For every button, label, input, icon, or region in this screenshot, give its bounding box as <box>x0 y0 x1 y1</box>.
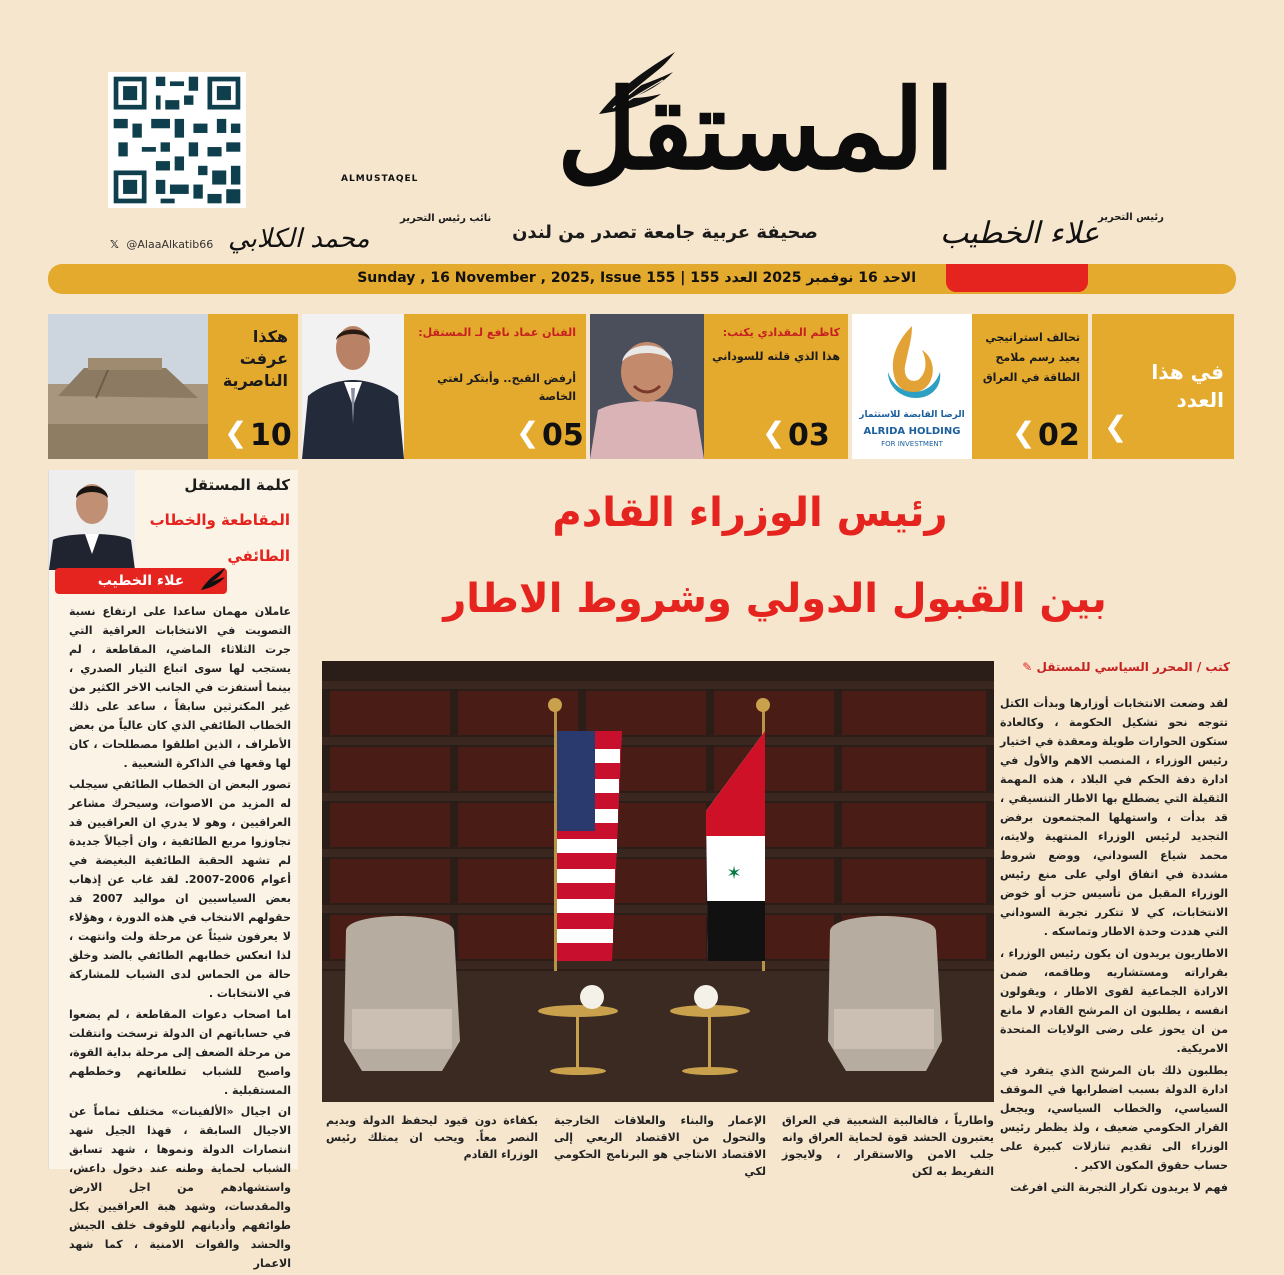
masthead-logo <box>325 48 955 198</box>
article-paragraph: فهم لا يريدون تكرار التجربة التي افرغت <box>1010 1181 1228 1194</box>
chevron-left-icon: ❮ <box>1012 416 1036 449</box>
chevron-left-icon: ❮ <box>516 416 540 449</box>
teaser-item-10[interactable] <box>48 314 298 459</box>
wing-icon: ✎ <box>1022 660 1033 674</box>
qr-code[interactable] <box>108 72 246 208</box>
teaser-page-number: 02 <box>1038 418 1080 453</box>
chevron-left-icon: ❮ <box>224 416 248 449</box>
tagline: صحيفة عربية جامعة تصدر من لندن <box>512 222 818 243</box>
editorial-column <box>48 470 298 1270</box>
alrida-logo-latin: ALRIDA HOLDING <box>863 426 961 437</box>
teaser-item-03[interactable] <box>590 314 848 459</box>
chief-editor-signature: علاء الخطيب <box>940 216 1100 251</box>
kadhim-miqdadi-portrait <box>590 314 704 459</box>
article-byline: كتب / المحرر السياسي للمستقل ✎ <box>1022 660 1230 674</box>
article-column: الإعمار والبناء والعلاقات الخارجية والتحول من الاقتصاد الريعي إلى الاقتصاد الانتاجي هو البرنامج الحكومي لكي <box>554 1114 766 1178</box>
logo-arabic: المستقل <box>557 65 955 194</box>
article-bottom-columns <box>322 1112 994 1178</box>
article-column: واطارياً ، فالغالبية الشعبية في العراق يعتبرون الحشد قوة لحماية العراق وانه جلب الامن والاستقرار ، ولايجوز التفريط به لكن <box>782 1114 994 1178</box>
teaser-title: تحالف استراتيجي يعيد رسم ملامح الطاقة في العراق <box>982 331 1080 384</box>
deputy-editor-role: نائب رئيس التحرير <box>400 213 492 224</box>
logo-latin: ALMUSTAQEL <box>341 174 419 184</box>
nasiriyah-ziggurat-photo <box>48 314 208 459</box>
article-column: بكفاءة دون قيود ليحفظ الدولة ويديم النصر معاً. ويحب ان يمتلك رئيس الوزراء القادم <box>326 1114 538 1161</box>
teaser-item-05[interactable] <box>302 314 586 459</box>
date-bar-red-accent <box>946 264 1088 292</box>
article-body-right <box>1000 694 1228 1200</box>
chevron-left-icon: ❮ <box>1104 410 1128 443</box>
x-twitter-icon: 𝕏 <box>110 238 119 251</box>
editorial-body <box>69 602 291 1275</box>
teaser-page-number: 03 <box>788 418 830 453</box>
teaser-kicker: كاظم المقدادي يكتب: <box>722 326 840 339</box>
alrida-logo-latin-sub: FOR INVESTMENT <box>881 440 943 448</box>
deputy-editor-signature: محمد الكلابي <box>228 224 370 254</box>
article-paragraph: لقد وضعت الانتخابات أوزارها وبدأت الكتل تتوجه نحو تشكيل الحكومة ، وكالعادة ستكون الحوارات طويلة ومعقدة في اختيار رئيس الوزراء ، المنصب الاهم والأول في ادارة دفة الحكم في البلاد ، هذه المهمة الثقيلة التي يضطلع بها الاطار التنسيقي ، قد بدأت ، واستهلها المجتمعون برفض التجديد لرئيس الوزراء المنتهية ولايته، محمد شياع السوداني، ووضع شروط مشددة في اتفاق اولي على منع رئيس الوزراء المقبل من تأسيس حزب أو خوض الانتخابات، كي لا تتكرر تجربة السوداني التي هددت وحدة الاطار وتماسكه . <box>1000 697 1228 938</box>
chevron-left-icon: ❮ <box>762 416 786 449</box>
editorial-paragraph: اما اصحاب دعوات المقاطعة ، لم يضعوا في حساباتهم ان الدولة ترسخت وانتقلت من مرحلة الضعف إلى مرحلة بداية القوة، واصبح للشباب تطلعاتهم وخططهم المستقبلية . <box>69 1008 291 1097</box>
editorial-paragraph: ان اجيال «الألفينات» مختلف تماماً عن الاجيال السابقة ، فهذا الجيل شهد انتصارات الدولة ونموها ، شهد تسابق الشباب لحماية وطنه عند دخول داعش، واستشهادهم من اجل الارض والمقدسات، وشهد هبة العراقيين بكل طوائفهم وأديانهم للوقوف خلف الجيش والحشد والقوات الامنية ، كما شهد الاعمار <box>69 1105 291 1270</box>
editorial-author-portrait <box>49 470 135 570</box>
teaser-page-number: 10 <box>250 418 292 453</box>
alrida-logo-mark-icon <box>876 322 948 402</box>
teaser-kicker: الفنان عماد نافع لـ المستقل: <box>418 326 576 339</box>
editorial-title: المقاطعة والخطاب الطائفي <box>149 511 290 565</box>
wing-icon <box>199 566 227 592</box>
date-issue-text: Sunday , 16 November , 2025, Issue 155 | الاحد 16 نوفمبر 2025 العدد 155 <box>357 270 916 286</box>
editorial-paragraph: تصور البعض ان الخطاب الطائفي سيجلب له المزيد من الاصوات، وسيحرك مشاعر العراقيين ، وهو لا يدري ان العراقيين قد تجاوزوا مربع الطائفية ، وان أجيالاً جديدة لم تشهد الحقبة الطائفية البغيضة في أعوام 2006-2007. لقد غاب عن إذهاب بعض السياسيين ان مواليد 2007 قد حقولهم الانتخاب في هذه الدورة ، وهؤلاء لا يعرفون شيئاً عن مرحلة ولت وانتهت ، لذا انعكس خطابهم الطائفي بالضد وخلق حالة من الحماس لدى الشباب للمشاركة في الانتخابات . <box>69 778 292 1000</box>
article-paragraph: الاطاريون يريدون ان يكون رئيس الوزراء ، بقراراته ومستشاريه وطاقمه، ضمن الارادة الجماعية لقوى الاطار ، ويقولون انفسه ، يطلبون ان المرشح القادم لا مانع من ان يحوز على رضى الولايات المتحدة الامريكية. <box>1000 947 1228 1055</box>
alrida-holding-logo <box>852 314 972 459</box>
editorial-paragraph: عاملان مهمان ساعدا على ارتفاع نسبة التصويت في الانتخابات العراقية التي جرت الثلاثاء الماضي، المقاطعة ، لم يستجب لها سوى اتباع التيار الصدري ، بينما أستفزت في الجانب الاخر الكثير من غير المكترثين سابقاً ، ساعد على ذلك الخطاب الطائفي الذي كان عالياً من بعض الأطراف ، الذين اطلقوا مصطلحات ، كان لها وقعها في الذاكرة الشعبية . <box>69 605 291 770</box>
alrida-logo-arabic: الرضا القابضة للاستثمار <box>859 410 965 420</box>
editorial-header: كلمة المستقل <box>184 476 290 494</box>
article-paragraph: يطلبون ذلك بان المرشح الذي يتفرد في ادارة الدولة بسبب اضطرابها في الموقف السياسي، والخطاب السياسي، ويجعل القرار الحكومي ضعيف ، ولذ يظطر رئيس الوزراء الى تقديم تنازلات كبيرة على حساب حقوق المكون الاكبر . <box>1000 1064 1228 1172</box>
teaser-title: أرفض القبح.. وأبتكر لغتي الخاصة <box>437 372 576 403</box>
in-this-issue-label: في هذا العدد ❮ <box>1092 314 1234 459</box>
chief-editor-role: رئيس التحرير <box>1098 212 1164 223</box>
svg-text:✶: ✶ <box>726 863 742 884</box>
teaser-page-number: 05 <box>542 418 584 453</box>
headline-line-2: بين القبول الدولي وشروط الاطار <box>443 576 1107 622</box>
in-this-issue-strip <box>48 314 1234 459</box>
teaser-title: هذا الذي قلته للسوداني <box>712 350 840 363</box>
teaser-title: هكذا عرفت الناصرية <box>222 327 288 390</box>
date-issue-bar <box>48 264 1236 294</box>
imad-nafea-portrait <box>302 314 404 459</box>
main-article-photo <box>322 661 994 1102</box>
headline-line-1: رئيس الوزراء القادم <box>552 490 948 536</box>
teaser-item-02[interactable] <box>852 314 1088 459</box>
twitter-handle[interactable]: 𝕏 @AlaaAlkatib66 <box>110 238 214 251</box>
us-flag <box>557 731 622 961</box>
editorial-author: علاء الخطيب <box>55 568 227 594</box>
